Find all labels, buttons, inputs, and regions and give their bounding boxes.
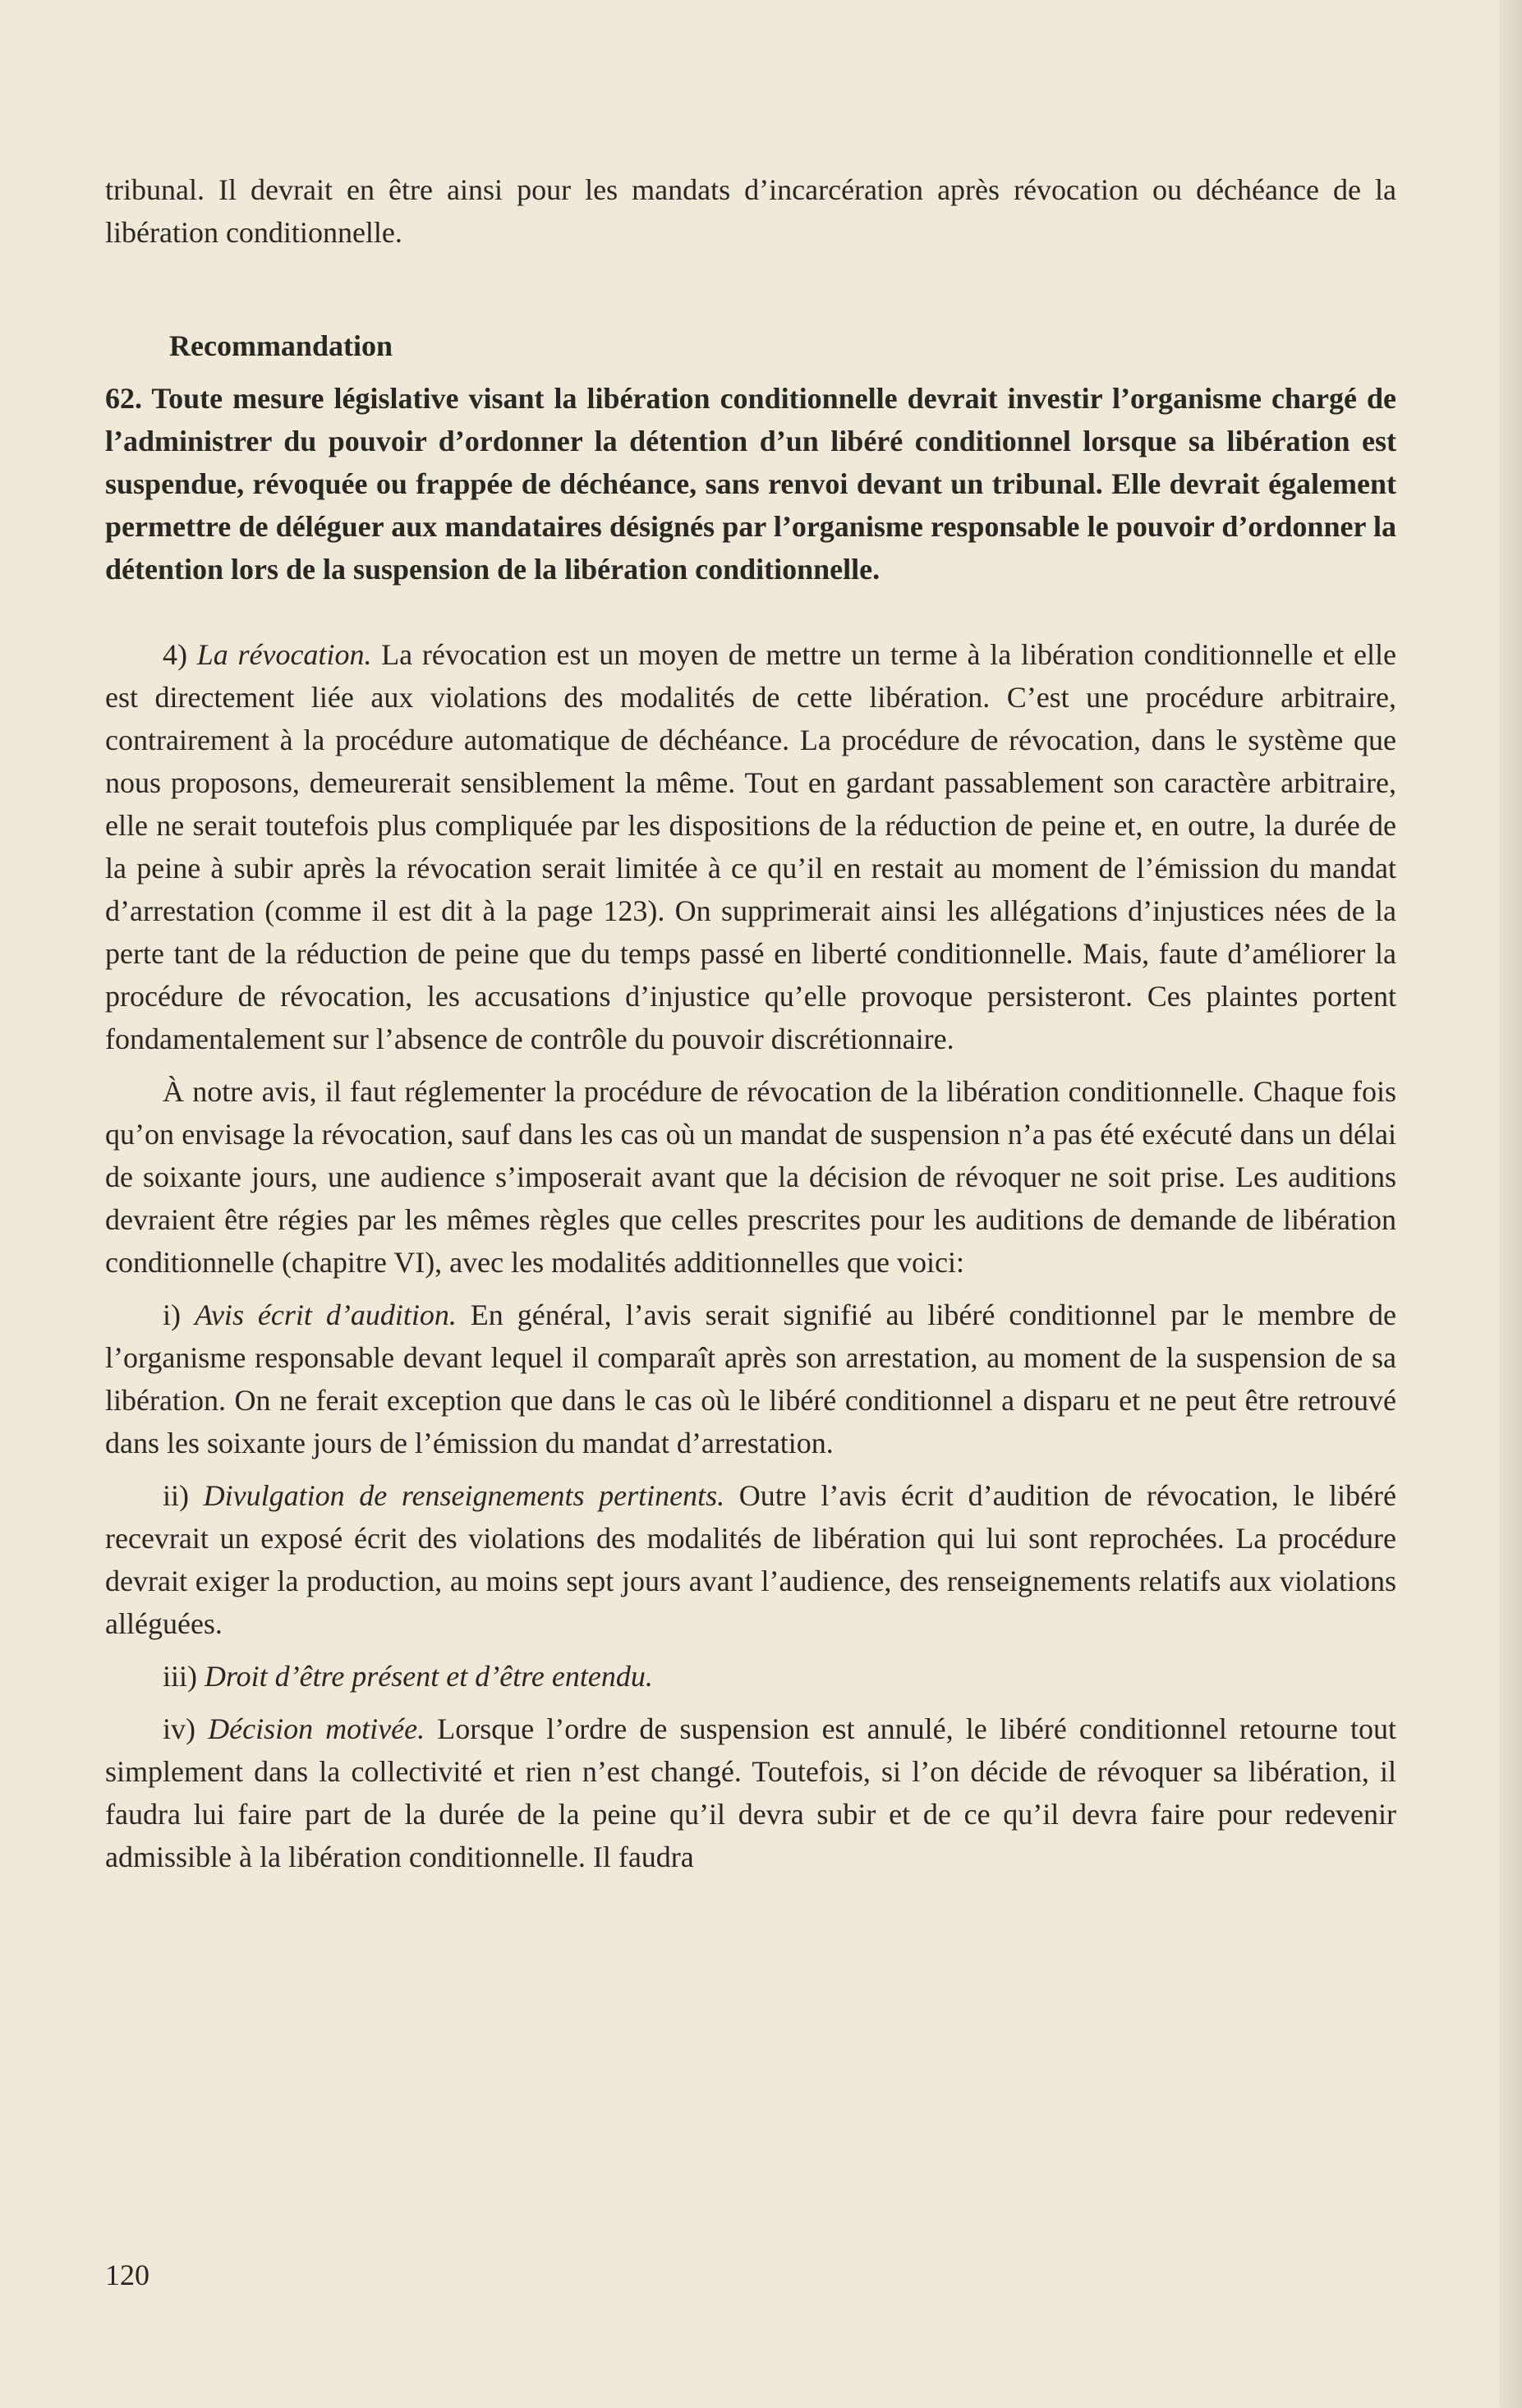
item-body: Outre l’avis écrit d’audition de révocation, le libéré recevrait un exposé écrit des violations des modalités de libération qui lui sont reprochées. La procédure devrait exiger la production, au moins sept jours avant l’audience, des renseignements relatifs aux violations alléguées. (105, 1479, 1396, 1640)
item-number: 4) (163, 638, 197, 671)
paragraph-continuation: tribunal. Il devrait en être ainsi pour les mandats d’incarcération après révocation ou déchéance de la libération conditionnelle. (105, 173, 1396, 249)
paragraph-revocation (105, 633, 1396, 1060)
item-body: Lorsque l’ordre de suspension est annulé, le libéré conditionnel retourne tout simplement dans la collectivité et rien n’est changé. Toutefois, si l’on décide de révoquer sa libération, il faudra lui faire part de la durée de la peine qu’il devra subir et de ce qu’il devra faire pour redevenir admissible à la libération conditionnelle. Il faudra (105, 1712, 1396, 1873)
item-i (105, 1294, 1396, 1464)
page-edge-shadow (1499, 0, 1522, 2408)
item-number: iii) (163, 1660, 205, 1693)
item-body: En général, l’avis serait signifié au libéré conditionnel par le membre de l’organisme responsable devant lequel il comparaît après son arrestation, au moment de la suspension de sa libération. On ne ferait exception que dans le cas où le libéré conditionnel a disparu et ne peut être retrouvé dans les soixante jours de l’émission du mandat d’arrestation. (105, 1298, 1396, 1459)
item-number: i) (163, 1298, 195, 1331)
item-title: Avis écrit d’audition. (194, 1298, 457, 1331)
item-iv (105, 1707, 1396, 1878)
paragraph-opinion: À notre avis, il faut réglementer la procédure de révocation de la libération conditionnelle. Chaque fois qu’on envisage la révocation, sauf dans les cas où un mandat de suspension n’a pas été exécuté dans un délai de soixante jours, une audience s’imposerait avant que la décision de révoquer ne soit prise. Les auditions devraient être régies par les mêmes règles que celles prescrites pour les auditions de demande de libération conditionnelle (chapitre VI), avec les modalités additionnelles que voici: (105, 1075, 1396, 1279)
item-title: Décision motivée. (208, 1712, 425, 1745)
item-ii (105, 1474, 1396, 1645)
item-title: Droit d’être présent et d’être entendu. (205, 1660, 653, 1693)
recommendation-62: 62. Toute mesure législative visant la libération conditionnelle devrait investir l’organisme chargé de l’administrer du pouvoir d’ordonner la détention d’un libéré conditionnel lorsque sa libération est suspendue, révoquée ou frappée de déchéance, sans renvoi devant un tribunal. Elle devrait également permettre de déléguer aux mandataires désignés par l’organisme responsable le pouvoir d’ordonner la détention lors de la suspension de la libération conditionnelle. (105, 382, 1396, 586)
section-heading: Recommandation (169, 329, 393, 362)
item-title: Divulgation de renseignements pertinents. (203, 1479, 725, 1512)
item-number: iv) (163, 1712, 209, 1745)
item-number: ii) (163, 1479, 204, 1512)
item-body: La révocation est un moyen de mettre un terme à la libération conditionnelle et elle est directement liée aux violations des modalités de cette libération. C’est une procédure arbitraire, contrairement à la procédure automatique de déchéance. La procédure de révocation, dans le système que nous proposons, demeurerait sensiblement la même. Tout en gardant passablement son caractère arbitraire, elle ne serait toutefois plus compliquée par les dispositions de la réduction de peine et, en outre, la durée de la peine à subir après la révocation serait limitée à ce qu’il en restait au moment de l’émission du mandat d’arrestation (comme il est dit à la page 123). On supprimerait ainsi les allégations d’injustices nées de la perte tant de la réduction de peine que du temps passé en liberté conditionnelle. Mais, faute d’améliorer la procédure de révocation, les accusations d’injustice qu’elle provoque persisteront. Ces plaintes portent fondamentalement sur l’absence de contrôle du pouvoir discrétionnaire. (105, 638, 1396, 1055)
page-number: 120 (105, 2259, 149, 2291)
item-iii (105, 1655, 1396, 1698)
document-body (105, 168, 1396, 1878)
item-title: La révocation. (196, 638, 372, 671)
